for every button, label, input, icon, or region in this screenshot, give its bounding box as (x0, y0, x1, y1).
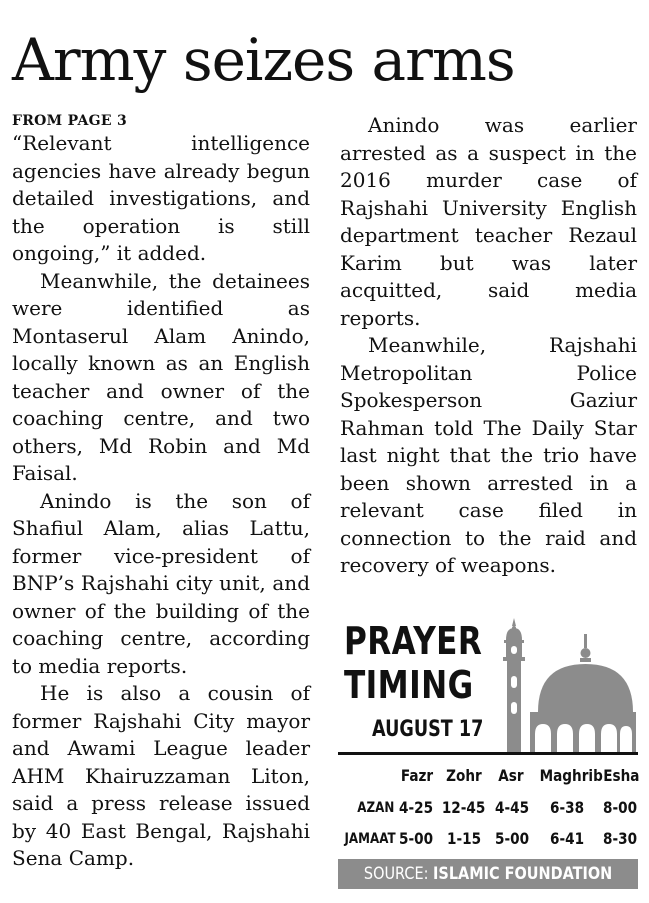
article-paragraph: “Relevant intelligence agencies have already begun detailed investigations, and the operation is still ongoing,” it added. (12, 131, 310, 265)
column-header-zohr: Zohr (446, 766, 482, 785)
row-label-azan: AZAN (357, 800, 395, 816)
table-row (338, 827, 638, 851)
time-cell: 5-00 (495, 829, 530, 848)
prayer-table-header (338, 764, 638, 788)
prayer-table-divider (338, 752, 638, 755)
prayer-date: AUGUST 17 (372, 717, 484, 742)
time-cell: 8-00 (603, 798, 638, 817)
source-prefix: SOURCE: (363, 864, 429, 884)
prayer-title-line1: PRAYER (344, 619, 483, 663)
time-cell: 12-45 (441, 798, 486, 817)
continuation-kicker: FROM PAGE 3 (12, 113, 128, 129)
row-label-jamaat: JAMAAT (344, 831, 396, 847)
time-cell: 6-38 (550, 798, 585, 817)
time-cell: 8-30 (603, 829, 638, 848)
source-bar (338, 859, 638, 889)
column-header-maghrib: Maghrib (539, 766, 603, 785)
article-paragraph: He is also a cousin of former Rajshahi City mayor and Awami League leader AHM Khairuzzaman Liton, said a press release issued by 40 East Bengal, Rajshahi Sena Camp. (12, 681, 310, 870)
time-cell: 4-25 (399, 798, 434, 817)
time-cell: 6-41 (550, 829, 585, 848)
article-column-right (340, 112, 637, 580)
article-paragraph: Meanwhile, the detainees were identified as Montaserul Alam Anindo, locally known as an English teacher and owner of the coaching centre, and two others, Md Robin and Md Faisal. (12, 268, 310, 485)
headline: Army seizes arms (12, 26, 515, 94)
article-paragraph: Meanwhile, Rajshahi Metropolitan Police Spokesperson Gaziur Rahman told The Daily Star last night that the trio have been shown arrested in a relevant case filed in connection to the raid and recovery of weapons. (340, 333, 637, 577)
article-paragraph: Anindo was earlier arrested as a suspect in the 2016 murder case of Rajshahi University English department teacher Rezaul Karim but was later acquitted, said media reports. (340, 113, 637, 330)
mosque-icon (496, 616, 636, 754)
column-header-fazr: Fazr (400, 766, 434, 785)
time-cell: 5-00 (399, 829, 434, 848)
column-header-esha: Esha (603, 766, 640, 785)
time-cell: 4-45 (495, 798, 530, 817)
table-row (338, 796, 638, 820)
source-name: ISLAMIC FOUNDATION (432, 864, 613, 884)
time-cell: 1-15 (447, 829, 482, 848)
article-paragraph: Anindo is the son of Shafiul Alam, alias Lattu, former vice-president of BNP’s Rajshahi city unit, and owner of the building of the coaching centre, according to media reports. (12, 488, 310, 678)
prayer-timing-box (338, 614, 638, 890)
prayer-title-line2: TIMING (344, 663, 474, 707)
article-column-left (12, 112, 310, 873)
column-header-asr: Asr (498, 766, 524, 785)
